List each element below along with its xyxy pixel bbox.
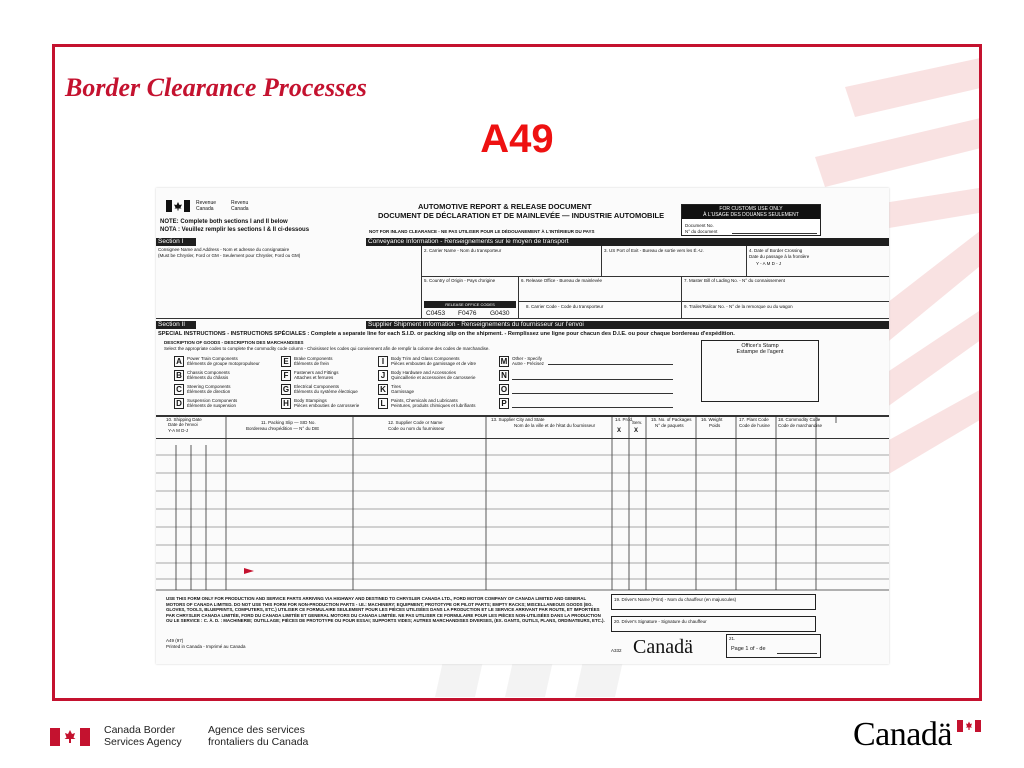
code-label: Body Stampings	[294, 398, 327, 403]
field-trailer-no: 9. Trailer/Railcar No. - N° de la remorque ou du wagon	[684, 304, 793, 309]
code-label-fr: Pièces emboutes de garnissage et de vitre	[391, 361, 477, 366]
code-letter: L	[378, 398, 388, 409]
code-label-fr: Éléments de direction	[187, 389, 231, 394]
code-label-fr: Éléments de groupe motopropulseur	[187, 361, 260, 366]
code-letter: M	[500, 357, 508, 366]
field-carrier-name: 2. Carrier Name - Nom du transporteur	[424, 248, 502, 253]
field-border-date: 4. Date of Border Crossing	[749, 248, 803, 253]
doc-agency-en: Revenue Canada	[196, 200, 217, 212]
code-letter: D	[174, 398, 184, 409]
code-label: Other - Specify	[512, 356, 543, 361]
code-letter: K	[378, 384, 388, 395]
code-letter: F	[281, 370, 291, 381]
form-wordmark: Canadä	[633, 636, 693, 658]
col-shipping-date-fr: Date de l'envoi	[168, 422, 198, 427]
code-letter: J	[378, 370, 388, 381]
consignee-note: (Must be Chrysler, Ford or GM - Seulement pour Chrysler, Ford ou GM)	[158, 253, 301, 258]
section-1-label: Section I	[156, 238, 196, 246]
doc-not-inland: NOT FOR INLAND CLEARANCE - NE PAS UTILISER POUR LE DÉDOUANEMENT À L'INTÉRIEUR DU PAYS	[369, 229, 595, 234]
wordmark-flag-icon	[957, 720, 981, 732]
field-border-date-fr: Date du passage à la frontière	[749, 254, 810, 259]
col-shipping-date: 10. Shipping Date	[166, 417, 202, 422]
conveyance-bar: Conveyance Information - Renseignements sur le moyen de transport	[366, 238, 889, 246]
col-supplier-code: 12. Supplier Code or Name	[388, 420, 443, 425]
code-letter: B	[174, 370, 184, 381]
field-release-office: 6. Release Office - Bureau de mainlevée	[521, 278, 602, 283]
code-letter: G	[282, 385, 290, 394]
officer-stamp-label: Officer's Stamp	[741, 343, 779, 349]
code-label-fr: Attaches et ferrures	[294, 375, 334, 380]
col-shipping-date-ymd: Y-A M D-J	[168, 428, 189, 433]
field-border-date-ymd: Y - A M D - J	[756, 261, 782, 266]
box-21-label: 21.	[729, 636, 736, 641]
officer-stamp-label-fr: Estampe de l'agent	[736, 349, 784, 355]
printed-in: Printed in Canada - Imprimé au Canada	[166, 644, 246, 649]
code-label: Body Trim and Glass Components	[391, 356, 460, 361]
code-label: Electrical Components	[294, 384, 340, 389]
customs-use-label: FOR CUSTOMS USE ONLY À L'USAGE DES DOUANES SEULEMENT	[682, 205, 820, 219]
canada-flag-icon	[166, 200, 190, 212]
code-label: Paints, Chemicals and Lubricants	[391, 398, 458, 403]
col-commodity-code-fr: Code de marchandise	[778, 423, 823, 428]
driver-signature-box	[611, 616, 816, 632]
doc-agency-fr: Revenu Canada	[231, 200, 249, 212]
form-number: A49 (97)	[166, 638, 184, 643]
slide-frame	[52, 44, 982, 701]
agency-name-en: Canada Border Services Agency	[104, 724, 182, 748]
col-supplier-city: 13. Supplier City and State	[491, 417, 545, 422]
code-label: Steering Components	[187, 384, 231, 389]
code-label-fr: Autre - Précisez	[512, 361, 545, 366]
col-serv: Serv.	[632, 420, 643, 425]
supplier-bar: Supplier Shipment Information - Renseignements du fournisseur sur l'envoi	[366, 321, 889, 329]
col-commodity-code: 18. Commodity Code	[778, 417, 821, 422]
code-letter: I	[378, 356, 388, 367]
col-supplier-code-fr: Code ou nom du fournisseur	[388, 426, 445, 431]
col-packages-fr: N° de paquets	[655, 423, 684, 428]
document-no-label: Document No.	[685, 223, 714, 228]
consignee-label: Consignee Name and Address - Nom et adresse du consignataire	[158, 247, 290, 252]
doc-title-en: AUTOMOTIVE REPORT & RELEASE DOCUMENT	[418, 202, 592, 211]
code-label: Brake Components	[294, 356, 333, 361]
field-country-origin: 5. Country of Origin - Pays d'origine	[424, 278, 496, 283]
driver-name-label: 19. Driver's Name (Print) - Nom du chauffeur (en majuscules)	[614, 597, 737, 602]
bottom-code: A332	[611, 648, 622, 653]
form-document	[156, 188, 889, 664]
canada-flag-icon	[50, 728, 90, 746]
code-label: Suspension Components	[187, 398, 238, 403]
doc-note-en: NOTE: Complete both sections I and II below	[160, 219, 288, 225]
release-code-3: G0430	[490, 310, 510, 317]
field-carrier-code: 8. Carrier Code - Code du transporteur	[526, 304, 604, 309]
select-codes-note: Select the appropriate codes to complete the commodity code column - Choisissez les codes qui conviennent afin de remplir la colonne des codes de marchandise.	[164, 346, 490, 351]
release-codes-label: RELEASE OFFICE CODES	[424, 301, 516, 308]
code-label-fr: Éléments de suspension	[187, 403, 237, 408]
col-serv-x: X	[634, 428, 639, 434]
code-label: Chassis Components	[187, 370, 230, 375]
document-no-label-fr: N° du document	[685, 229, 718, 234]
page-of-label: Page 1 of - de	[731, 646, 766, 652]
col-packing-slip: 11. Packing Slip — SID No.	[261, 420, 316, 425]
col-prod: 14. Prod.	[615, 417, 634, 422]
col-plant-code-fr: Code de l'usine	[739, 423, 770, 428]
col-prod-x: X	[617, 428, 622, 434]
section-2-label: Section II	[156, 321, 196, 329]
code-label-fr: Quincaillerie et accessoires de carrosserie	[391, 375, 476, 380]
code-label: Power Train Components	[187, 356, 238, 361]
form-usage-text: USE THIS FORM ONLY FOR PRODUCTION AND SERVICE PARTS ARRIVING VIA HIGHWAY AND DESTINED TO CHRYSLER CANADA LTD., FORD MOTOR COMPANY OF CANADA LIMITED AND GENERAL MOTORS OF CANADA LIMITED. DO NOT USE THIS FORM FOR NON-PRODUCTION PARTS - I.E.: MACHINERY; EQUIPMENT; PROTOTYPE OR PILOT PARTS; EMPTY RACKS; MISCELLANEOUS GOODS (EG. GLOVES, TOOLS, BLUEPRINTS, COMPUTERS, ETC.) UTILISER CE FORMULAIRE SEULEMENT POUR LES PIÈCES UTILISÉES DANS LA PRODUCTION ET LE SERVICE ARRIVANT PAR ROUTE, ET IMPORTÉES PAR CHRYSLER CANADA LIMITÉE, FORD DU CANADA LIMITÉE ET GENERAL MOTORS DU CANADA LIMITÉE. NE PAS UTILISER CE FORMULAIRE POUR LES PIÈCES NON-UTILISÉES DANS LA PRODUCTION OU LE SERVICE : C. À. D. : MACHINERIE; OUTILLAGE; PIÈCES DE PROTOTYPE OU POUR ESSAI; SUPPORTS VIDES; AUTRES MARCHANDISES DIVERSES, (EX. GANTS, OUTILS, PLANS, ORDINATEURS, ETC.).	[166, 596, 605, 624]
code-label: Fasteners and Fittings	[294, 370, 339, 375]
driver-signature-label: 20. Driver's Signature - Signature du chauffeur	[614, 619, 707, 624]
driver-name-box	[611, 594, 816, 610]
description-goods-heading: DESCRIPTION OF GOODS - DESCRIPTION DES MARCHANDISES	[164, 340, 304, 345]
form-code-heading: A49	[480, 117, 554, 161]
code-label: Tires	[391, 384, 401, 389]
col-packages: 15. No. of Packages	[651, 417, 692, 422]
customs-use-box	[681, 204, 821, 236]
code-letter: O	[500, 385, 508, 394]
field-master-bill: 7. Master Bill of Lading No. - N° du connaissement	[684, 278, 785, 283]
release-code-2: F0476	[458, 310, 477, 317]
col-plant-code: 17. Plant Code	[739, 417, 769, 422]
field-us-port-exit: 3. US Port of Exit - Bureau de sortie vers les É.-U.	[604, 248, 704, 253]
code-letter: A	[174, 356, 184, 367]
code-label-fr: Peintures, produits chimiques et lubrifiants	[391, 403, 476, 408]
code-letter: N	[499, 370, 509, 381]
code-letter: H	[281, 398, 291, 409]
code-label-fr: Éléments du châssis	[187, 375, 229, 380]
col-supplier-city-fr: Nom de la ville et de l'état du fournisseur	[514, 423, 596, 428]
agency-name-fr: Agence des services frontaliers du Canada	[208, 724, 309, 748]
special-instructions: SPECIAL INSTRUCTIONS - INSTRUCTIONS SPÉCIALES : Complete a separate line for each S.I.D. or packing slip on the shipment. - Remplissez une ligne pour chacun des D.I.E. ou pour chaque bordereau d'expédition.	[158, 331, 735, 337]
code-letter: E	[281, 356, 291, 367]
canada-wordmark: Canadä	[853, 716, 952, 753]
release-code-1: C0453	[426, 310, 446, 317]
col-weight: 16. Weight	[701, 417, 723, 422]
code-letter: C	[174, 384, 184, 395]
shipment-grid	[156, 415, 889, 615]
officer-stamp-box	[701, 340, 819, 402]
doc-note-fr: NOTA : Veuillez remplir les sections I & II ci-dessous	[160, 227, 310, 233]
col-packing-slip-fr: Bordereau d'expédition — N° du DIE	[246, 426, 320, 431]
slide-title: Border Clearance Processes	[65, 73, 367, 102]
code-letter: P	[499, 398, 509, 409]
code-label-fr: Éléments de frein	[294, 361, 330, 366]
code-label-fr: Garnissage	[391, 389, 415, 394]
col-weight-fr: Poids	[709, 423, 721, 428]
code-label-fr: Pièces embouties de carrosserie	[294, 403, 360, 408]
page-box	[726, 634, 821, 658]
code-label: Body Hardware and Accessories	[391, 370, 457, 375]
code-label-fr: Éléments du système électrique	[294, 389, 358, 394]
doc-title-fr: DOCUMENT DE DÉCLARATION ET DE MAINLEVÉE — INDUSTRIE AUTOMOBILE	[378, 211, 665, 220]
